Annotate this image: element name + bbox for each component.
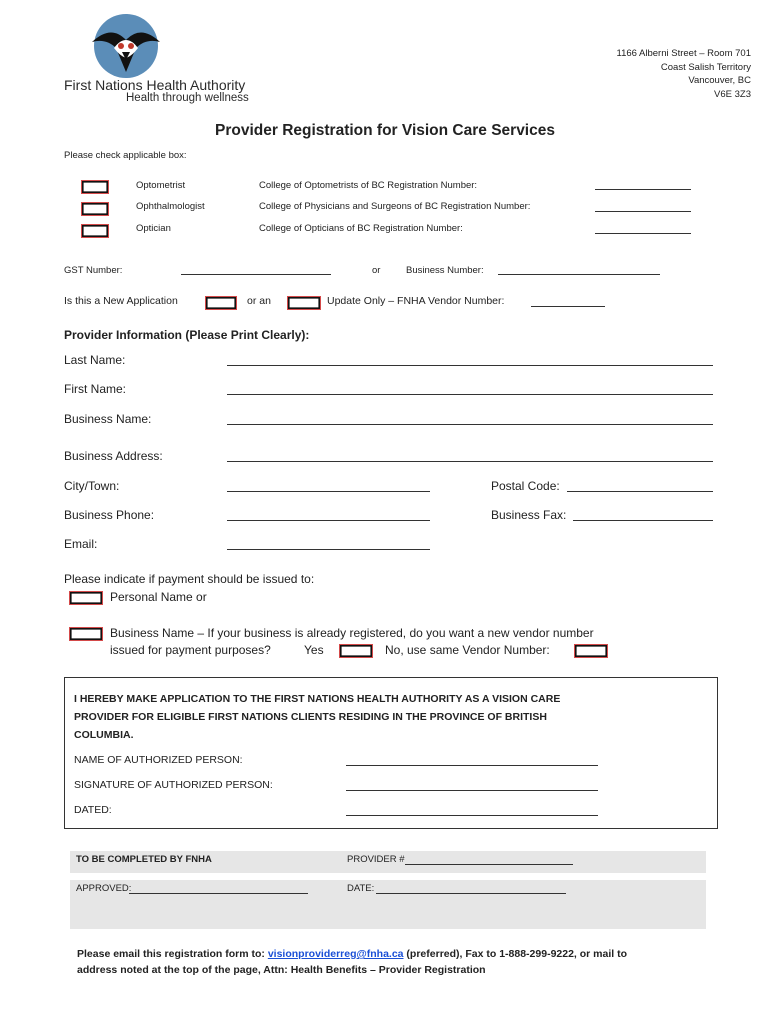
business-number-field[interactable]: [498, 274, 660, 275]
optometrist-checkbox[interactable]: [81, 180, 109, 194]
business-address-label: Business Address:: [64, 449, 163, 463]
business-address-field[interactable]: [227, 461, 713, 462]
ophthalmologist-checkbox[interactable]: [81, 202, 109, 216]
optician-checkbox[interactable]: [81, 224, 109, 238]
dated-field[interactable]: [346, 815, 598, 816]
update-only-label: Update Only – FNHA Vendor Number:: [327, 295, 505, 307]
optometrist-college-label: College of Optometrists of BC Registration Number:: [259, 180, 478, 191]
optician-label: Optician: [136, 223, 171, 234]
declaration-text-1: I HEREBY MAKE APPLICATION TO THE FIRST NATIONS HEALTH AUTHORITY AS A VISION CARE: [74, 693, 561, 705]
city-label: City/Town:: [64, 479, 120, 493]
optician-registration-field[interactable]: [595, 233, 691, 234]
city-field[interactable]: [227, 491, 430, 492]
approved-label: APPROVED:: [76, 883, 132, 894]
email-label: Email:: [64, 537, 98, 551]
business-name-field[interactable]: [227, 424, 713, 425]
address-line: Coast Salish Territory: [660, 61, 751, 73]
business-name-checkbox[interactable]: [69, 627, 103, 641]
ophthalmologist-registration-field[interactable]: [595, 211, 691, 212]
approved-field[interactable]: [129, 893, 308, 894]
update-only-checkbox[interactable]: [287, 296, 321, 310]
address-line: 1166 Alberni Street – Room 701: [616, 48, 751, 59]
business-name-payment-label-2: issued for payment purposes?: [110, 643, 271, 657]
org-name: First Nations Health Authority: [64, 77, 246, 93]
authorized-name-field[interactable]: [346, 765, 598, 766]
last-name-label: Last Name:: [64, 353, 126, 367]
last-name-field[interactable]: [227, 365, 713, 366]
signature-field[interactable]: [346, 790, 598, 791]
first-name-field[interactable]: [227, 394, 713, 395]
authorized-name-label: NAME OF AUTHORIZED PERSON:: [74, 754, 243, 766]
footer-prefix: Please email this registration form to:: [77, 948, 268, 960]
gst-or: or: [372, 265, 381, 276]
signature-label: SIGNATURE OF AUTHORIZED PERSON:: [74, 779, 273, 791]
no-same-vendor-label: No, use same Vendor Number:: [385, 643, 550, 657]
ophthalmologist-label: Ophthalmologist: [136, 201, 205, 212]
footer-suffix: (preferred), Fax to 1-888-299-9222, or mail to: [403, 948, 628, 960]
address-line: V6E 3Z3: [714, 88, 751, 100]
org-tagline: Health through wellness: [126, 92, 249, 104]
personal-name-checkbox[interactable]: [69, 591, 103, 605]
postal-code-label: Postal Code:: [491, 479, 560, 493]
date-field[interactable]: [376, 893, 566, 894]
footer-instructions: [77, 948, 627, 960]
business-name-label: Business Name:: [64, 412, 152, 426]
gst-label: GST Number:: [64, 265, 123, 276]
footer-instructions-2: address noted at the top of the page, Attn: Health Benefits – Provider Registration: [77, 964, 486, 976]
new-application-label: Is this a New Application: [64, 295, 178, 307]
dated-label: DATED:: [74, 804, 112, 816]
yes-checkbox[interactable]: [339, 644, 373, 658]
fnha-emblem-icon: [86, 12, 166, 80]
date-label: DATE:: [347, 883, 375, 894]
business-fax-label: Business Fax:: [491, 508, 567, 522]
no-same-vendor-checkbox[interactable]: [574, 644, 608, 658]
fnha-logo: [86, 12, 166, 80]
address-block: [531, 47, 751, 101]
new-application-checkbox[interactable]: [205, 296, 237, 310]
address-line: Vancouver, BC: [688, 75, 751, 86]
fnha-section-heading: TO BE COMPLETED BY FNHA: [76, 854, 212, 865]
personal-name-label: Personal Name or: [110, 590, 207, 604]
ophthalmologist-college-label: College of Physicians and Surgeons of BC Registration Number:: [259, 201, 531, 212]
provider-info-heading: Provider Information (Please Print Clearly):: [64, 328, 310, 342]
fnha-approval-band: [70, 880, 706, 929]
business-phone-label: Business Phone:: [64, 508, 155, 522]
payment-question: Please indicate if payment should be issued to:: [64, 572, 315, 586]
declaration-text-2: PROVIDER FOR ELIGIBLE FIRST NATIONS CLIENTS RESIDING IN THE PROVINCE OF BRITISH: [74, 711, 547, 723]
optometrist-label: Optometrist: [136, 180, 186, 191]
business-phone-field[interactable]: [227, 520, 430, 521]
business-name-payment-label: Business Name – If your business is already registered, do you want a new vendor number: [110, 626, 594, 640]
business-number-label: Business Number:: [406, 265, 484, 276]
optometrist-registration-field[interactable]: [595, 189, 691, 190]
gst-field[interactable]: [181, 274, 331, 275]
check-instruction: Please check applicable box:: [64, 150, 187, 161]
yes-label: Yes: [304, 643, 324, 657]
or-an-label: or an: [247, 295, 271, 307]
postal-code-field[interactable]: [567, 491, 713, 492]
email-field[interactable]: [227, 549, 430, 550]
provider-number-label: PROVIDER #: [347, 854, 405, 865]
fnha-vendor-number-field[interactable]: [531, 306, 605, 307]
declaration-text-3: COLUMBIA.: [74, 729, 134, 741]
page-title: Provider Registration for Vision Care Services: [215, 122, 555, 139]
provider-number-field[interactable]: [405, 864, 573, 865]
email-link[interactable]: visionproviderreg@fnha.ca: [267, 948, 404, 960]
optician-college-label: College of Opticians of BC Registration Number:: [259, 223, 463, 234]
first-name-label: First Name:: [64, 382, 127, 396]
business-fax-field[interactable]: [573, 520, 713, 521]
